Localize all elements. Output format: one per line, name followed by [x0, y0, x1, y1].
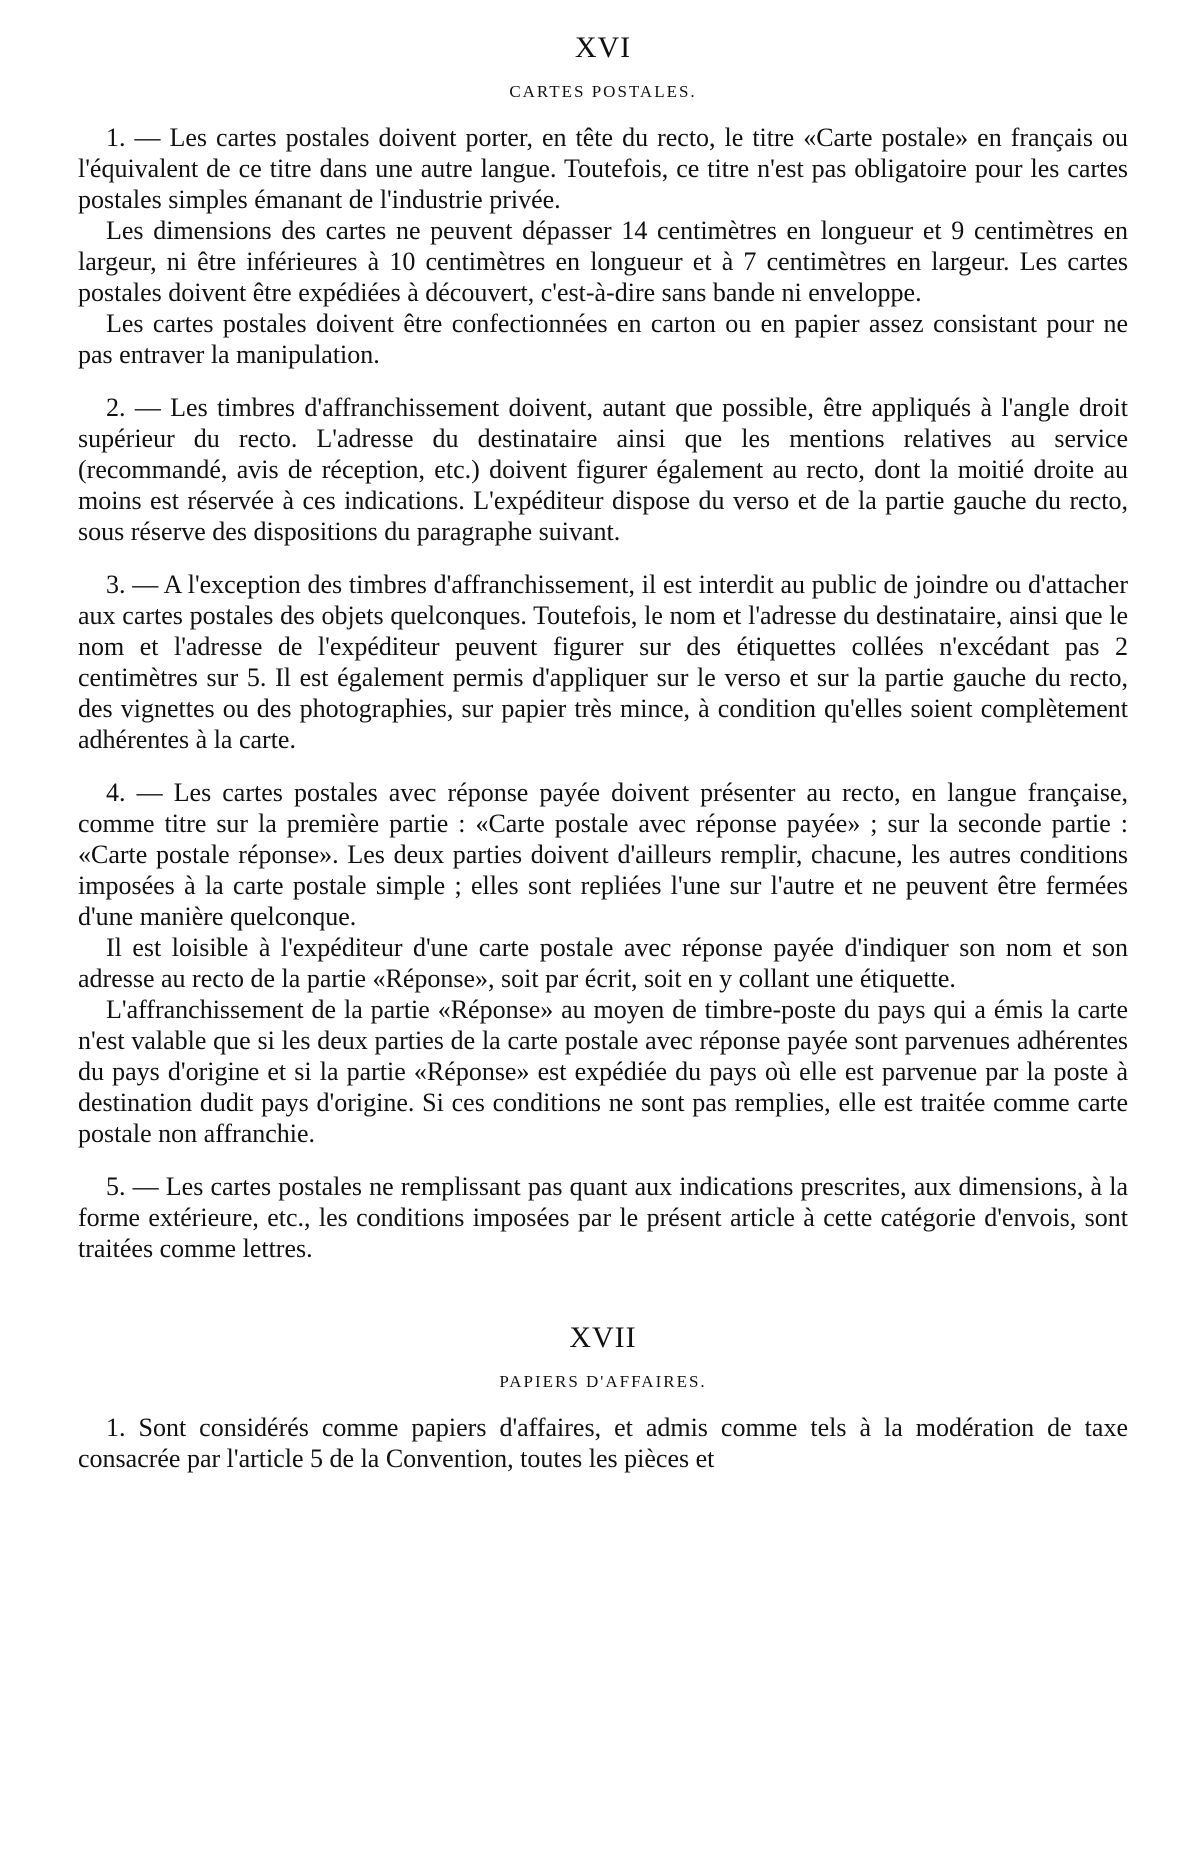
paragraph-4-sender: Il est loisible à l'expéditeur d'une carte postale avec réponse payée d'indiquer son nom et son adresse au recto de la partie «Réponse», soit par écrit, soit en y collant une étiquette. — [78, 933, 1128, 993]
paragraph-1-dimensions: Les dimensions des cartes ne peuvent dépasser 14 centimètres en longueur et 9 centimètres en largeur, ni être inférieures à 10 centimètres en longueur et à 7 centimètres en largeur. Les cartes postales doivent être expédiées à découvert, c'est-à-dire sans bande ni enveloppe. — [78, 216, 1128, 307]
paragraph-4: 4. — Les cartes postales avec réponse payée doivent présenter au recto, en langue française, comme titre sur la première partie : «Carte postale avec réponse payée» ; sur la seconde partie : «Carte postale réponse». Les deux parties doivent d'ailleurs remplir, chacune, les autres conditions imposées à la carte postale simple ; elles sont repliées l'une sur l'autre et ne peuvent être fermées d'une manière quelconque. — [78, 778, 1128, 931]
section-xvi — [78, 30, 1128, 1264]
paragraph-1-material: Les cartes postales doivent être confectionnées en carton ou en papier assez consistant pour ne pas entraver la manipulation. — [78, 309, 1128, 369]
paragraph-2: 2. — Les timbres d'affranchissement doivent, autant que possible, être appliqués à l'angle droit supérieur du recto. L'adresse du destinataire ainsi que les mentions relatives au service (recommandé, avis de réception, etc.) doivent figurer également au recto, dont la moitié droite au moins est réservée à ces indications. L'expéditeur dispose du verso et de la partie gauche du recto, sous réserve des dispositions du paragraphe suivant. — [78, 393, 1128, 546]
paragraph-3: 3. — A l'exception des timbres d'affranchissement, il est interdit au public de joindre ou d'attacher aux cartes postales des objets quelconques. Toutefois, le nom et l'adresse du destinataire, ainsi que le nom et l'adresse de l'expéditeur peuvent figurer sur des étiquettes collées n'excédant pas 2 centimètres sur 5. Il est également permis d'appliquer sur le verso et sur la partie gauche du recto, des vignettes ou des photographies, sur papier très mince, à condition qu'elles soient complètement adhérentes à la carte. — [78, 570, 1128, 754]
section-number: XVI — [574, 31, 632, 64]
section-title: CARTES POSTALES. — [509, 82, 697, 101]
section-number: XVII — [569, 1321, 637, 1354]
paragraph-5: 5. — Les cartes postales ne remplissant pas quant aux indications prescrites, aux dimensions, à la forme extérieure, etc., les conditions imposées par le présent article à cette catégorie d'envois, sont traitées comme lettres. — [78, 1172, 1128, 1263]
section-xvii — [78, 1320, 1128, 1474]
paragraph-1: 1. — Les cartes postales doivent porter, en tête du recto, le titre «Carte postale» en français ou l'équivalent de ce titre dans une autre langue. Toutefois, ce titre n'est pas obligatoire pour les cartes postales simples émanant de l'industrie privée. — [78, 123, 1128, 214]
paragraph-1: 1. Sont considérés comme papiers d'affaires, et admis comme tels à la modération de taxe consacrée par l'article 5 de la Convention, toutes les pièces et — [78, 1413, 1128, 1473]
paragraph-4-franking: L'affranchissement de la partie «Réponse» au moyen de timbre-poste du pays qui a émis la carte n'est valable que si les deux parties de la carte postale avec réponse payée sont parvenues adhérentes du pays d'origine et si la partie «Réponse» est expédiée du pays où elle est parvenue par la poste à destination dudit pays d'origine. Si ces conditions ne sont pas remplies, elle est traitée comme carte postale non affranchie. — [78, 995, 1128, 1148]
document-page — [78, 30, 1128, 1474]
section-title: PAPIERS D'AFFAIRES. — [499, 1372, 707, 1391]
